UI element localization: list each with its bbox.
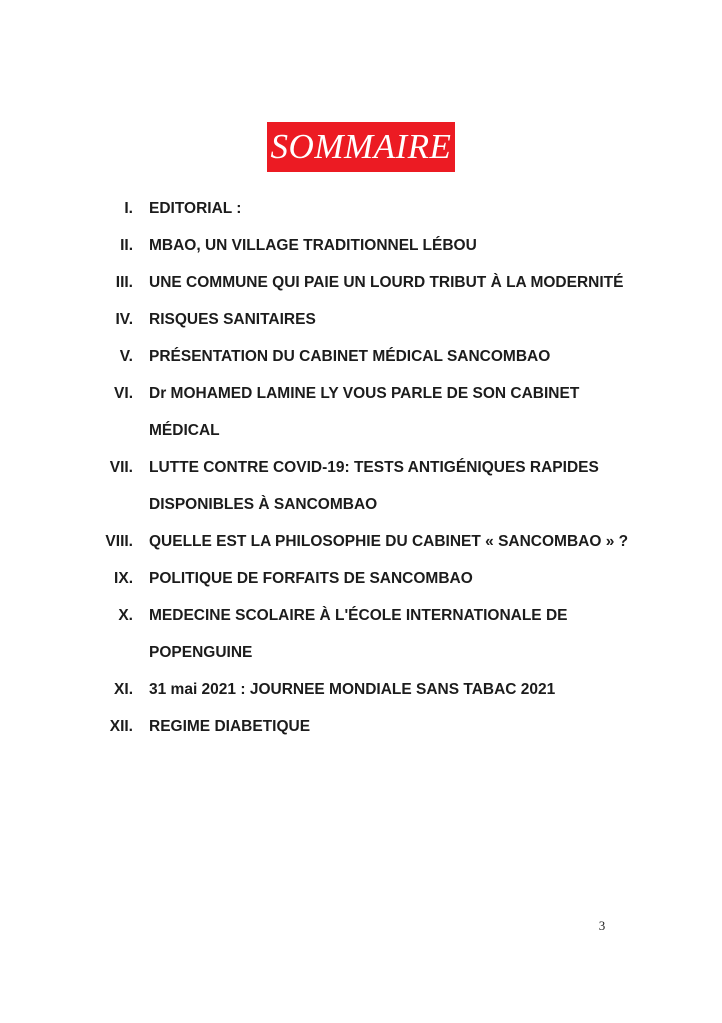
sommaire-title-banner — [267, 122, 455, 172]
toc-item-line: 31 mai 2021 : JOURNEE MONDIALE SANS TABAC 2021 — [149, 681, 556, 698]
toc-item-line: UNE COMMUNE QUI PAIE UN LOURD TRIBUT À LA MODERNITÉ — [149, 274, 624, 291]
toc-item-line: QUELLE EST LA PHILOSOPHIE DU CABINET « SANCOMBAO » ? — [149, 533, 629, 550]
toc-item — [0, 227, 722, 264]
toc-item-numeral: X. — [118, 607, 133, 624]
toc-item-line: POLITIQUE DE FORFAITS DE SANCOMBAO — [149, 570, 473, 587]
toc-item-line: MEDECINE SCOLAIRE À L'ÉCOLE INTERNATIONALE DE — [149, 607, 568, 624]
toc-item-text — [149, 338, 550, 375]
toc-item — [0, 708, 722, 745]
toc-item-line: PRÉSENTATION DU CABINET MÉDICAL SANCOMBAO — [149, 348, 551, 365]
toc-item — [0, 301, 722, 338]
page-number: 3 — [598, 918, 606, 933]
toc-item-numeral: XII. — [109, 718, 133, 735]
toc-item — [0, 597, 722, 671]
toc-item-numeral: III. — [115, 274, 133, 291]
toc-item-line: RISQUES SANITAIRES — [149, 311, 316, 328]
toc-item-text — [149, 190, 241, 227]
toc-item-line: REGIME DIABETIQUE — [149, 718, 311, 735]
toc-item — [0, 375, 722, 449]
toc-item — [0, 264, 722, 301]
toc-item — [0, 338, 722, 375]
toc-item-text — [149, 227, 477, 264]
toc-item-numeral: XI. — [114, 681, 133, 698]
toc-item — [0, 671, 722, 708]
toc-item-numeral: IX. — [114, 570, 133, 587]
toc-item-text — [149, 560, 473, 597]
toc-item-line: POPENGUINE — [149, 644, 253, 661]
toc-item-line: DISPONIBLES À SANCOMBAO — [149, 496, 378, 513]
toc-item-text — [149, 301, 316, 338]
toc-item-text — [149, 264, 623, 301]
table-of-contents — [0, 190, 722, 745]
toc-item-line: MÉDICAL — [149, 422, 220, 439]
toc-item-text — [149, 523, 628, 560]
toc-item-text — [149, 671, 555, 708]
toc-item-text — [149, 375, 579, 449]
toc-item — [0, 449, 722, 523]
toc-item-line: Dr MOHAMED LAMINE LY VOUS PARLE DE SON CABINET — [149, 385, 580, 402]
toc-item-text — [149, 597, 567, 671]
toc-item-numeral: VIII. — [105, 533, 133, 550]
toc-item-numeral: II. — [120, 237, 133, 254]
toc-item-numeral: I. — [124, 200, 133, 217]
toc-item — [0, 190, 722, 227]
toc-item — [0, 560, 722, 597]
toc-item-numeral: VI. — [114, 385, 133, 402]
toc-item-line: EDITORIAL : — [149, 200, 242, 217]
toc-item-numeral: VII. — [109, 459, 133, 476]
toc-item-numeral: V. — [119, 348, 133, 365]
page-title: SOMMAIRE — [270, 127, 452, 166]
toc-item-text — [149, 449, 599, 523]
toc-item-numeral: IV. — [115, 311, 133, 328]
toc-item-line: MBAO, UN VILLAGE TRADITIONNEL LÉBOU — [149, 237, 477, 254]
toc-item — [0, 523, 722, 560]
toc-item-text — [149, 708, 310, 745]
toc-item-line: LUTTE CONTRE COVID-19: TESTS ANTIGÉNIQUES RAPIDES — [149, 459, 599, 476]
